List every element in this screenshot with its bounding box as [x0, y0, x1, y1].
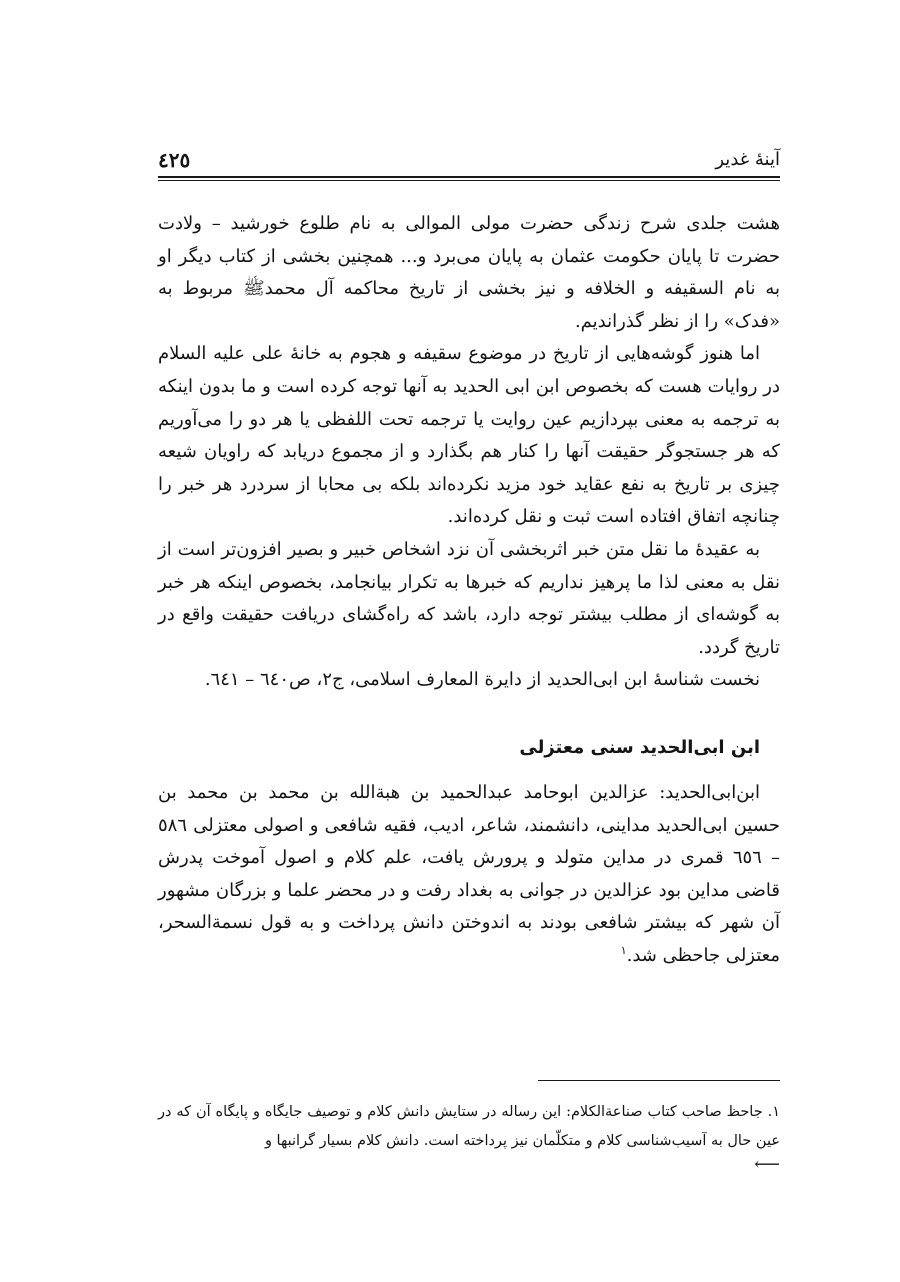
footnote-ref[interactable]: ١: [620, 943, 627, 957]
running-header: [158, 148, 780, 178]
main-text: [158, 208, 780, 972]
paragraph: هشت جلدی شرح زندگی حضرت مولی الموالی به نام طلوع خورشید – ولادت حضرت تا پایان حکومت عثمان به پایان می‌برد و... همچنین بخشی از کتاب دیگر او به نام السقیفه و الخلافه و نیز بخشی از تاریخ محاکمه آل محمدﷺ مربوط به «فدک» را از نظر گذراندیم.: [158, 213, 780, 332]
source-line: نخست شناسهٔ ابن ابی‌الحدید از دایرة المعارف اسلامی، ج۲، ص٦٤٠ – ٦٤١.: [204, 669, 760, 691]
paragraph: به عقیدهٔ ما نقل متن خبر اثربخشی آن نزد اشخاص خبیر و بصیر افزون‌تر است از نقل به معنی لذا ما پرهیز نداریم که خبرها به تکرار بیانجامد، بخصوص اینکه هر خبر به گوشه‌ای از مطلب بیشتر توجه دارد، باشد که راه‌گشای دریافت حقیقت واقع در تاریخ گردد.: [158, 538, 780, 658]
section-paragraph-text: ابن‌ابی‌الحدید: عزالدین ابوحامد عبدالحمید بن هبةالله بن محمد بن محمد بن حسین ابی‌الحدید مداینی، دانشمند، شاعر، ادیب، فقیه شافعی و اصولی معتزلی ٥٨٦ – ٦٥٦ قمری در مداین متولد و پرورش یافت، علم کلام و اصول آموخت پدرش قاضی مداین بود عزالدین در جوانی به بغداد رفت و در محضر علما و بزرگان مشهور آن شهر که بیشتر شافعی بودند به اندوختن دانش پرداخت و به قول نسمةالسحر، معتزلی جاحظی شد.: [158, 781, 781, 966]
header-rule: [158, 176, 780, 181]
page-number: ٤٢٥: [158, 148, 191, 172]
paragraph: اما هنوز گوشه‌هایی از تاریخ در موضوع سقیفه و هجوم به خانهٔ علی علیه السلام در روایات هست که بخصوص ابن ابی الحدید به آنها توجه کرده است و ما بدون اینکه به ترجمه به معنی بپردازیم عین روایت یا ترجمه تحت اللفظی یا هر دو را می‌آوریم که هر جستجوگر حقیقت آنها را کنار هم بگذارد و از مجموع دریابد که راویان شیعه چیزی بر تاریخ به نفع عقاید خود مزید نکرده‌اند بلکه بی محابا از سردرد هر خبر را چنانچه اتفاق افتاده است ثبت و نقل کرده‌اند.: [158, 343, 780, 528]
running-title: آینهٔ غدیر: [715, 149, 780, 170]
footnote-rule: [538, 1080, 780, 1081]
book-page: [158, 0, 780, 1282]
footnote: [158, 1098, 780, 1174]
footnote-text: ١. جاحظ صاحب کتاب صناعةالکلام: این رساله در ستایش دانش کلام و توصیف جایگاه و پایگاه آن که در عین حال به آسیب‌شناسی کلام و متکلّمان نیز پرداخته است. دانش کلام بسیار گرانبها و: [158, 1104, 780, 1149]
continue-arrow-icon: ⟵: [754, 1154, 780, 1175]
section-paragraph: [158, 777, 780, 973]
section-heading: ابن ابی‌الحدید سنی معتزلی: [519, 736, 760, 758]
